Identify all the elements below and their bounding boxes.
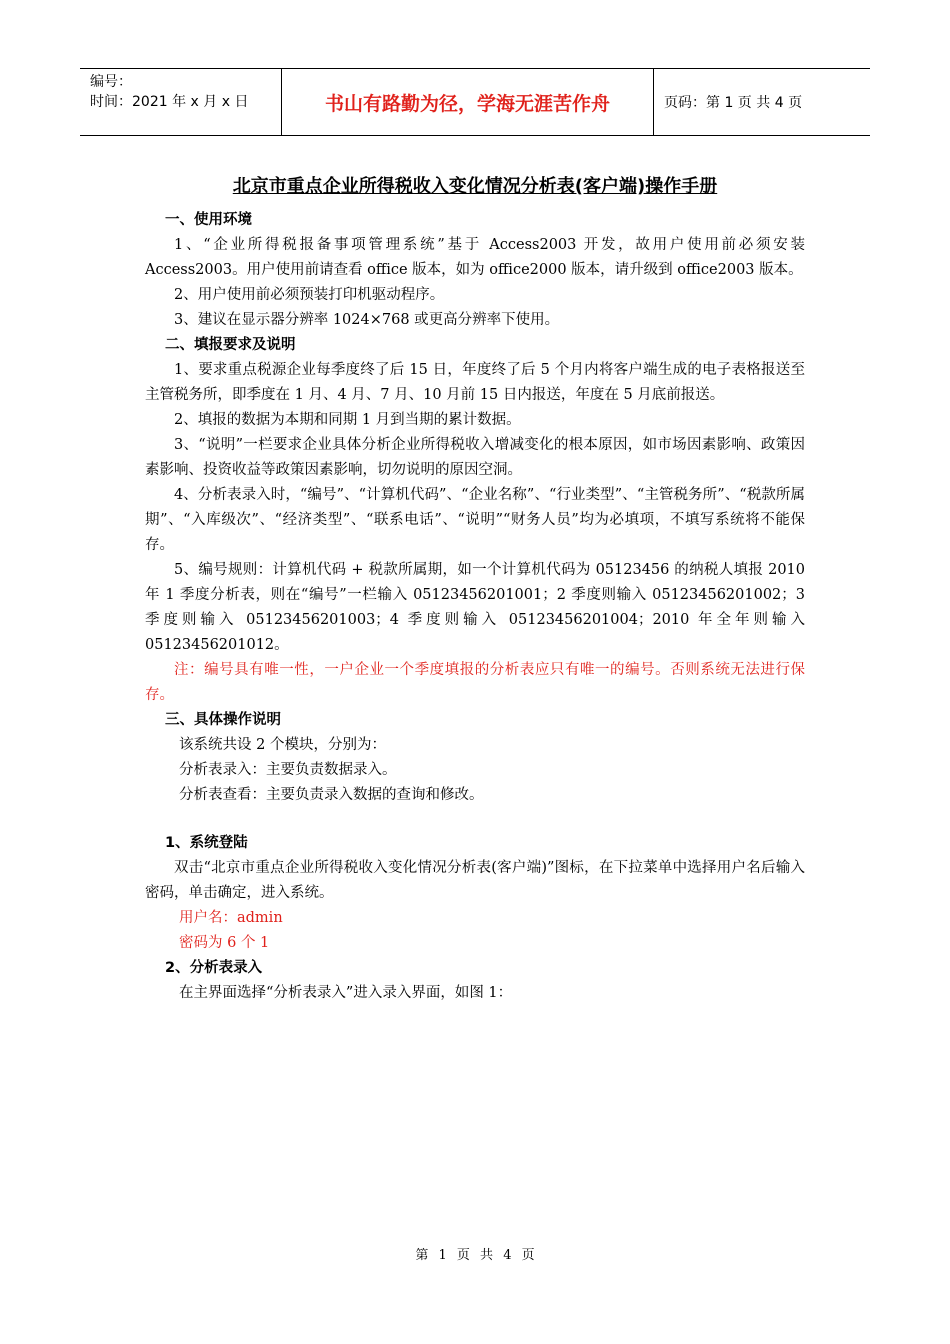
paragraph: 分析表录入：主要负责数据录入。 xyxy=(179,762,397,778)
section-heading-entry: 2、分析表录入 xyxy=(165,960,263,976)
document-title: 北京市重点企业所得税收入变化情况分析表(客户端)操作手册 xyxy=(232,176,718,197)
paragraph: 分析表查看：主要负责录入数据的查询和修改。 xyxy=(179,787,484,803)
section-heading-login: 1、系统登陆 xyxy=(165,835,248,851)
paragraph: 在主界面选择“分析表录入”进入录入界面，如图 1： xyxy=(179,985,513,1001)
header-motto: 书山有路勤为径，学海无涯苦作舟 xyxy=(282,69,654,135)
paragraph: 5、编号规则：计算机代码 + 税款所属期，如一个计算机代码为 05123456 的纳税人填报 2010 年 1 季度分析表，则在“编号”一栏输入 05123456201001；2 季度则输入 05123456201002；3 季度则输入 05123456201003；4 季度则输入 05123456201004；2010 年全年则输入 05123456201012。 xyxy=(145,562,805,653)
blank-line xyxy=(145,808,805,831)
paragraph: 2、用户使用前必须预装打印机驱动程序。 xyxy=(174,287,445,303)
paragraph: 1、“企业所得税报备事项管理系统”基于 Access2003 开发，故用户使用前必须安装 Access2003。用户使用前请查看 office 版本，如为 office2000 版本，请升级到 office2003 版本。 xyxy=(145,237,805,278)
paragraph: 该系统共设 2 个模块，分别为： xyxy=(179,737,386,753)
section-heading-operations: 三、具体操作说明 xyxy=(165,712,281,728)
document-body xyxy=(145,208,805,1006)
paragraph: 3、“说明”一栏要求企业具体分析企业所得税收入增减变化的根本原因，如市场因素影响、政策因素影响、投资收益等政策因素影响，切勿说明的原因空洞。 xyxy=(145,437,805,478)
number-label: 编号： xyxy=(90,74,132,90)
section-heading-requirements: 二、填报要求及说明 xyxy=(165,337,296,353)
paragraph: 3、建议在显示器分辨率 1024×768 或更高分辨率下使用。 xyxy=(174,312,560,328)
username-line: 用户名：admin xyxy=(179,910,283,926)
section-heading-environment: 一、使用环境 xyxy=(165,212,252,228)
time-label: 时间：2021 年 x 月 x 日 xyxy=(90,94,249,110)
paragraph: 双击“北京市重点企业所得税收入变化情况分析表(客户端)”图标，在下拉菜单中选择用户名后输入密码，单击确定，进入系统。 xyxy=(145,860,805,901)
page-header xyxy=(80,68,870,136)
paragraph: 4、分析表录入时，“编号”、“计算机代码”、“企业名称”、“行业类型”、“主管税务所”、“税款所属期”、“入库级次”、“经济类型”、“联系电话”、“说明”“财务人员”均为必填项，不填写系统将不能保存。 xyxy=(145,487,805,553)
header-page-info: 页码：第 1 页 共 4 页 xyxy=(664,95,803,111)
header-meta xyxy=(80,69,282,135)
note-paragraph: 注：编号具有唯一性，一户企业一个季度填报的分析表应只有唯一的编号。否则系统无法进行保存。 xyxy=(145,662,805,703)
paragraph: 2、填报的数据为本期和同期 1 月到当期的累计数据。 xyxy=(174,412,521,428)
page-footer: 第 1 页 共 4 页 xyxy=(415,1248,535,1263)
password-line: 密码为 6 个 1 xyxy=(179,935,270,951)
paragraph: 1、要求重点税源企业每季度终了后 15 日，年度终了后 5 个月内将客户端生成的电子表格报送至主管税务所，即季度在 1 月、4 月、7 月、10 月前 15 日内报送，年度在 5 月底前报送。 xyxy=(145,362,805,403)
